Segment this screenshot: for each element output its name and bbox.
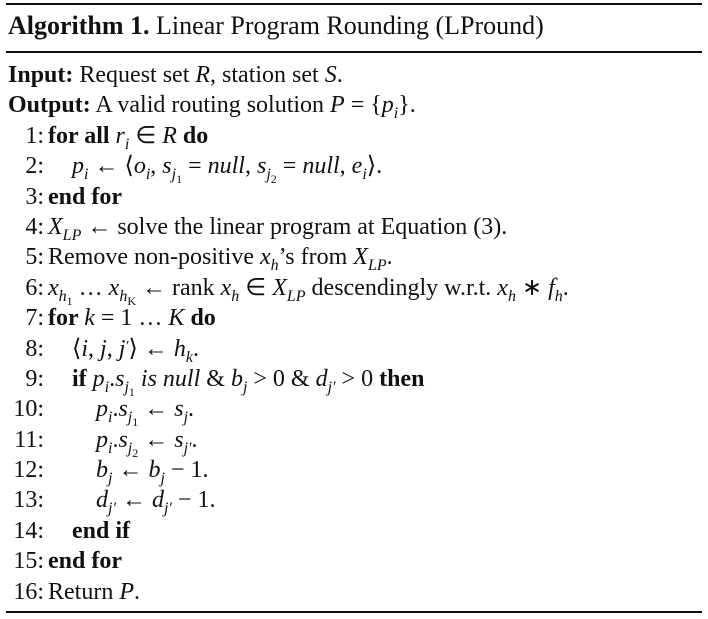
math-symbol: s [118, 396, 128, 423]
text: . [109, 365, 116, 392]
line-content [8, 90, 416, 123]
line-content [48, 212, 507, 245]
line-number: 8: [25, 335, 44, 362]
line-number: 16: [13, 578, 44, 605]
text: Remove non-positive [48, 244, 260, 271]
text: . [112, 426, 119, 453]
line-content [48, 182, 122, 212]
text: = [182, 153, 208, 180]
text: Return [48, 578, 120, 605]
keyword: do [176, 122, 209, 149]
algorithm-line [8, 516, 131, 546]
algorithm-body [8, 60, 569, 607]
math-symbol: R [162, 122, 177, 149]
algorithm-caption [8, 11, 544, 41]
math-symbol: i [84, 166, 89, 184]
output-line [8, 90, 416, 123]
line-number: 2: [25, 153, 44, 180]
math-symbol: X [353, 244, 368, 271]
math-symbol: j [124, 378, 129, 396]
line-content [48, 121, 208, 154]
line-number: 5: [25, 244, 44, 271]
math-symbol: j [118, 335, 126, 362]
math-symbol: j [100, 335, 107, 362]
text: . [191, 426, 198, 453]
line-content [72, 334, 199, 368]
math-symbol: x [108, 274, 120, 301]
top-rule [6, 3, 702, 5]
input-line [8, 60, 343, 90]
line-content [48, 546, 122, 576]
line-number: 4: [25, 213, 44, 240]
text: . [192, 335, 199, 362]
math-symbol: null [302, 153, 340, 180]
keyword: end for [48, 548, 122, 575]
math-symbol: K [168, 305, 185, 332]
math-symbol: s [174, 396, 184, 423]
math-symbol: h [58, 287, 67, 305]
math-symbol: 2 [132, 445, 139, 460]
line-content [72, 151, 383, 187]
math-symbol: x [497, 274, 508, 301]
math-symbol: 1 [66, 293, 73, 308]
text: … [72, 274, 109, 301]
text: ← [138, 426, 175, 453]
text: descendingly w.r.t. [305, 274, 498, 301]
line-content [48, 303, 216, 333]
keyword: if [72, 365, 93, 392]
math-symbol: LP [286, 287, 306, 305]
line-content [96, 394, 195, 430]
math-symbol: p [96, 396, 108, 423]
text: > 0 & [247, 365, 316, 392]
line-content [8, 60, 343, 90]
text: }. [398, 92, 416, 119]
math-symbol: 2 [270, 172, 277, 187]
math-symbol: j [127, 409, 133, 427]
line-number: 15: [13, 548, 44, 575]
text: , [150, 153, 163, 180]
math-symbol: p [96, 426, 108, 453]
math-symbol: j′ [108, 500, 116, 518]
math-symbol: h [173, 335, 186, 362]
math-symbol: i [104, 378, 110, 396]
math-symbol: h [270, 257, 279, 275]
math-symbol: b [230, 365, 243, 392]
text: = 1 … [94, 305, 169, 332]
math-symbol: j [266, 166, 271, 184]
math-symbol: P [330, 92, 345, 119]
text: . [386, 244, 393, 271]
math-symbol: s [256, 153, 267, 180]
keyword: end if [72, 517, 131, 544]
text: . [112, 396, 119, 423]
text: = [276, 153, 303, 180]
text: > 0 [335, 365, 380, 392]
algorithm-line [8, 485, 216, 518]
math-symbol: S [324, 62, 337, 88]
math-symbol: 1 [176, 172, 183, 187]
text: − 1. [164, 457, 209, 484]
text: ∈ [239, 274, 273, 301]
math-symbol: i [393, 105, 399, 123]
line-content [48, 577, 140, 607]
algorithm-label: Algorithm 1. [8, 11, 150, 40]
line-content [48, 242, 393, 275]
math-symbol: X [48, 213, 63, 240]
algorithm-line [8, 394, 195, 430]
math-symbol: h [231, 287, 240, 305]
math-symbol: i [108, 439, 113, 457]
math-symbol: j [108, 470, 113, 488]
math-symbol: s [118, 426, 128, 453]
algorithm-line [8, 577, 140, 607]
math-symbol: null [207, 153, 245, 180]
text: ’s from [278, 244, 354, 271]
algorithm-name: Linear Program Rounding (LPround) [149, 11, 544, 40]
math-symbol: is null [134, 365, 201, 392]
text: A valid routing solution [90, 92, 331, 119]
algorithm-line [8, 546, 122, 576]
text: , [106, 335, 119, 362]
line-content [96, 425, 198, 458]
math-symbol: h [507, 287, 516, 305]
line-content [96, 455, 208, 488]
bottom-rule [6, 611, 702, 613]
keyword: Input: [8, 62, 74, 88]
algorithm-line [8, 151, 383, 187]
math-symbol: K [127, 293, 136, 308]
algorithm-line [8, 121, 209, 153]
math-symbol: s [174, 426, 184, 453]
algorithm-line [8, 303, 216, 333]
math-symbol: 1 [132, 415, 139, 430]
algorithm-line [8, 334, 199, 366]
math-symbol: p [92, 365, 105, 392]
keyword: for all [48, 122, 116, 149]
math-symbol: i [124, 135, 130, 153]
math-symbol: p [72, 153, 84, 180]
math-symbol: h [554, 287, 563, 305]
text: ← rank [135, 274, 221, 301]
text: − 1. [171, 487, 216, 514]
math-symbol: s [115, 365, 125, 392]
math-symbol: j′ [183, 439, 192, 457]
line-content [72, 364, 424, 397]
line-number: 13: [13, 487, 44, 514]
text: , [339, 153, 352, 180]
math-symbol: k [84, 305, 95, 332]
math-symbol: b [96, 457, 108, 484]
keyword: for [48, 305, 85, 332]
line-number: 14: [13, 517, 44, 544]
line-number: 3: [25, 183, 44, 210]
algorithm-line [8, 212, 508, 244]
math-symbol: j′ [163, 500, 172, 518]
text: . [562, 274, 569, 301]
math-symbol: x [48, 274, 59, 301]
text: = { [344, 92, 382, 119]
text: ← [138, 396, 175, 423]
math-symbol: j [160, 470, 165, 488]
text: , [244, 153, 257, 180]
math-symbol: 1 [128, 384, 135, 399]
line-number: 10: [13, 396, 44, 423]
text: , [88, 335, 101, 362]
math-symbol: d [96, 487, 108, 514]
math-symbol: LP [62, 226, 82, 244]
text: ∗ [515, 274, 549, 301]
line-number: 1: [25, 122, 44, 149]
math-symbol: f [548, 274, 555, 301]
math-symbol: i [362, 166, 367, 184]
keyword: do [184, 305, 216, 332]
algorithm-line [8, 425, 198, 460]
line-number: 12: [13, 457, 44, 484]
math-symbol: e [351, 153, 363, 180]
math-symbol: j [171, 166, 177, 184]
text: ← [115, 487, 152, 514]
math-symbol: x [259, 244, 271, 271]
caption-rule [6, 51, 702, 53]
math-symbol: R [195, 62, 211, 88]
math-symbol: LP [367, 257, 387, 275]
math-symbol: i [81, 335, 89, 362]
algorithm-line [8, 364, 425, 399]
text: ← ⟨ [88, 153, 134, 180]
math-symbol: j [127, 439, 133, 457]
math-symbol: o [133, 153, 146, 180]
algorithm-line [8, 273, 569, 308]
text: . [188, 396, 195, 423]
keyword: then [379, 365, 425, 392]
text: , station set [210, 62, 325, 88]
math-symbol: j [183, 409, 189, 427]
math-symbol: d [151, 487, 164, 514]
math-symbol: i [145, 166, 151, 184]
text: Request set [73, 62, 196, 88]
math-symbol: d [315, 365, 328, 392]
line-number: 6: [25, 274, 44, 301]
math-symbol: i [108, 409, 113, 427]
math-symbol: x [220, 274, 232, 301]
text: ⟩ ← [128, 335, 174, 362]
math-symbol: s [162, 153, 172, 180]
math-symbol: b [148, 457, 161, 484]
algorithm-line [8, 455, 209, 488]
text: ← solve the linear program at Equation (3). [81, 213, 508, 240]
math-symbol: P [119, 578, 134, 605]
keyword: Output: [8, 92, 91, 119]
math-symbol: X [272, 274, 287, 301]
math-symbol: h [119, 287, 128, 305]
math-symbol: k [185, 348, 193, 366]
math-symbol: r [115, 122, 125, 149]
math-symbol: p [381, 92, 394, 119]
text: ⟨ [72, 335, 82, 362]
line-number: 7: [25, 305, 44, 332]
algorithm-line [8, 242, 393, 275]
keyword: end for [48, 183, 122, 210]
line-content [48, 273, 569, 306]
text: & [200, 365, 231, 392]
text: ∈ [129, 122, 163, 149]
text: . [134, 578, 140, 605]
text: . [336, 62, 343, 88]
line-number: 11: [14, 426, 44, 453]
math-symbol: j′ [327, 378, 336, 396]
line-content [96, 485, 215, 518]
math-symbol: j [242, 378, 248, 396]
line-content [72, 516, 130, 546]
line-number: 9: [25, 365, 44, 392]
text: ⟩. [366, 153, 383, 180]
text: ← [112, 457, 149, 484]
algorithm-line [8, 182, 122, 212]
math-symbol: ′ [125, 338, 129, 354]
